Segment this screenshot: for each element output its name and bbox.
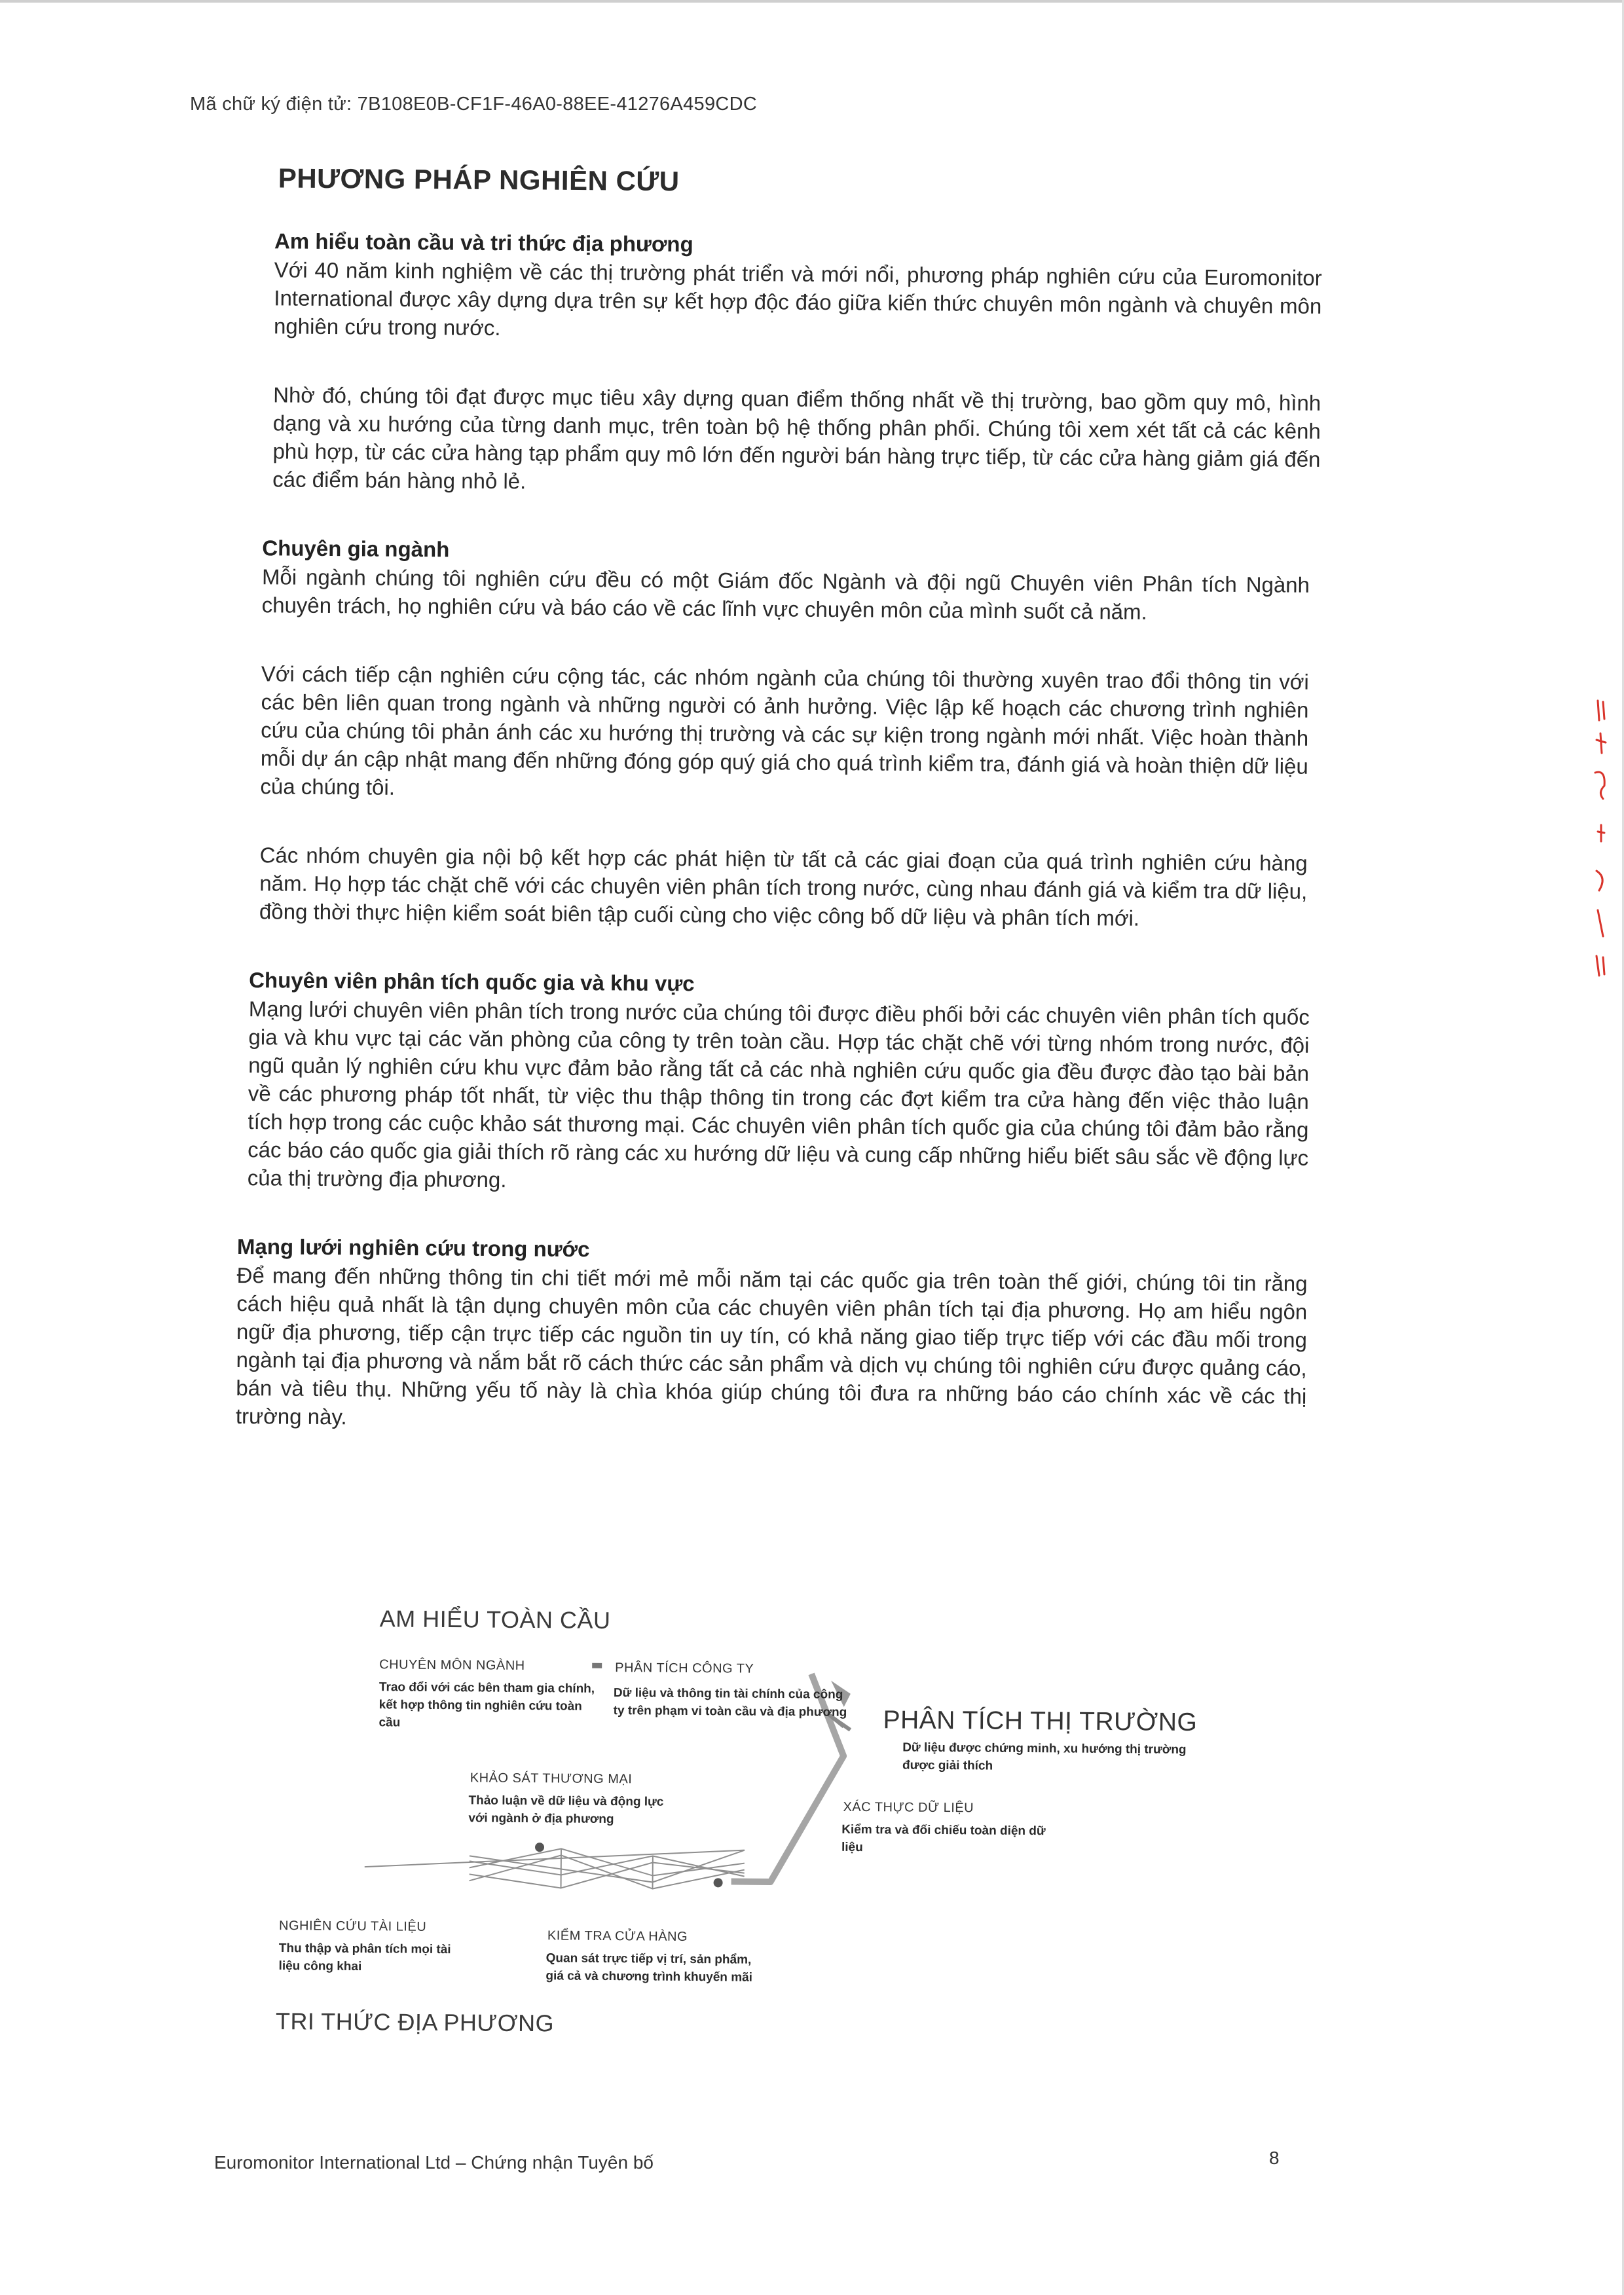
node-store-desc: Quan sát trực tiếp vị trí, sản phẩm, giá cả và chương trình khuyến mãi (545, 1951, 753, 1985)
methodology-diagram (272, 1598, 1231, 2063)
section-country-analysts (248, 966, 1320, 1200)
paragraph: Với 40 năm kinh nghiệm về các thị trường phát triển và mới nổi, phương pháp nghiên cứu của Euromonitor International được xây dựng dựa trên sự kết hợp độc đáo giữa kiến thức chuyên môn ngành và chuyên môn nghiên cứu trong nước. (273, 257, 1322, 340)
section-heading: Am hiểu toàn cầu và tri thức địa phương (274, 229, 693, 257)
market-analysis-title: PHÂN TÍCH THỊ TRƯỜNG (883, 1706, 1198, 1737)
page-edge-top (0, 0, 1624, 3)
node-trade-desc: Thảo luận về dữ liệu và động lực với ngành ở địa phương (468, 1793, 664, 1827)
node-company-title: PHÂN TÍCH CÔNG TY (615, 1661, 754, 1676)
node-industry-title: CHUYÊN MÔN NGÀNH (379, 1657, 525, 1674)
paragraph: Các nhóm chuyên gia nội bộ kết hợp các phát hiện từ tất cả các giai đoạn của quá trình nghiên cứu hàng năm. Họ hợp tác chặt chẽ với các chuyên viên phân tích trong nước, cùng nhau đánh giá và kiểm tra dữ liệu, đồng thời thực hiện kiểm soát biên tập cuối cùng cho việc công bố dữ liệu và phân tích mới. (259, 843, 1308, 930)
page-title: PHƯƠNG PHÁP NGHIÊN CỨU (278, 162, 680, 197)
diagram-bottom-label: TRI THỨC ĐỊA PHƯƠNG (275, 2008, 555, 2037)
section-industry-experts (259, 534, 1323, 934)
market-analysis-desc: Dữ liệu được chứng minh, xu hướng thị trường được giải thích (902, 1740, 1187, 1773)
main-content (235, 162, 1325, 1465)
signature-line: Mã chữ ký điện tử: 7B108E0B-CF1F-46A0-88EE-41276A459CDC (190, 94, 758, 115)
diagram-top-label: AM HIỂU TOÀN CẦU (379, 1605, 611, 1634)
paragraph: Mạng lưới chuyên viên phân tích trong nước của chúng tôi được điều phối bởi các chuyên viên phân tích quốc gia và khu vực tại các văn phòng của công ty trên toàn cầu. Hợp tác chặt chẽ với từng nhóm trong nước, đội ngũ quản lý nghiên cứu khu vực đảm bảo rằng tất cả các nhà nghiên cứu quốc gia đều được đào tạo bài bản về các phương pháp tốt nhất, từ việc thu thập thông tin trong các đợt kiểm tra cửa hàng đến việc thảo luận tích hợp trong các cuộc khảo sát thương mại. Các chuyên viên phân tích quốc gia của chúng tôi đảm bảo rằng các báo cáo quốc gia giải thích rõ ràng các xu hướng dữ liệu và cung cấp những hiểu biết sâu sắc về động lực của thị trường địa phương. (247, 997, 1310, 1192)
red-stamp-mark (1591, 694, 1611, 982)
footer-company: Euromonitor International Ltd – Chứng nhận Tuyên bố (214, 2152, 654, 2173)
section-heading: Mạng lưới nghiên cứu trong nước (236, 1234, 590, 1262)
section-heading: Chuyên viên phân tích quốc gia và khu vực (249, 968, 695, 996)
node-verify-title: XÁC THỰC DỮ LIỆU (843, 1799, 974, 1816)
node-industry-desc: Trao đổi với các bên tham gia chính, kết hợp thông tin nghiên cứu toàn cầu (378, 1680, 595, 1730)
node-verify-desc: Kiểm tra và đối chiếu toàn diện dữ liệu (841, 1822, 1046, 1855)
page-number: 8 (1269, 2148, 1280, 2168)
section-heading: Chuyên gia ngành (262, 536, 450, 562)
node-store-title: KIỂM TRA CỬA HÀNG (547, 1928, 688, 1944)
paragraph: Mỗi ngành chúng tôi nghiên cứu đều có một Giám đốc Ngành và đội ngũ Chuyên viên Phân tích Ngành chuyên trách, họ nghiên cứu và báo cáo về các lĩnh vực chuyên môn của mình suốt cả năm. (261, 564, 1310, 624)
section-global-local (272, 227, 1325, 502)
paragraph: Để mang đến những thông tin chi tiết mới mẻ mỗi năm tại các quốc gia trên toàn thế giới, chúng tôi tin rằng cách hiệu quả nhất là tận dụng chuyên môn của các chuyên viên phân tích tại địa phương. Họ am hiểu ngôn ngữ địa phương, tiếp cận trực tiếp các nguồn tin uy tín, có khả năng giao tiếp trực tiếp với các đầu mối trong ngành tại địa phương và nắm bắt rõ cách thức các sản phẩm và dịch vụ chúng tôi nghiên cứu được quảng cáo, bán và tiêu thụ. Những yếu tố này là chìa khóa giúp chúng tôi đưa ra những báo cáo chính xác về các thị trường này. (235, 1262, 1308, 1429)
node-trade-title: KHẢO SÁT THƯƠNG MẠI (470, 1771, 633, 1787)
section-local-network (236, 1232, 1318, 1439)
paragraph: Với cách tiếp cận nghiên cứu cộng tác, các nhóm ngành của chúng tôi thường xuyên trao đổi thông tin với các bên liên quan trong ngành và những người có ảnh hưởng. Việc lập kế hoạch các chương trình nghiên cứu của chúng tôi phản ánh các xu hướng thị trường và các sự kiện trong ngành mới nhất. Việc hoàn thành mỗi dự án cập nhật mang đến những đóng góp quý giá cho quá trình kiểm tra, đánh giá và hoàn thiện dữ liệu của chúng tôi. (260, 661, 1309, 799)
node-company-desc: Dữ liệu và thông tin tài chính của công ty trên phạm vi toàn cầu và địa phương (613, 1686, 847, 1719)
node-desk-desc: Thu thập và phân tích mọi tài liệu công khai (278, 1941, 451, 1974)
paragraph: Nhờ đó, chúng tôi đạt được mục tiêu xây dựng quan điểm thống nhất về thị trường, bao gồm quy mô, hình dạng và xu hướng của từng danh mục, trên toàn bộ hệ thống phân phối. Chúng tôi xem xét tất cả các kênh phù hợp, từ các cửa hàng tạp phẩm quy mô lớn đến người bán hàng trực tiếp, từ các cửa hàng giảm giá đến các điểm bán hàng nhỏ lẻ. (272, 382, 1321, 494)
node-desk-title: NGHIÊN CỨU TÀI LIỆU (278, 1919, 427, 1934)
